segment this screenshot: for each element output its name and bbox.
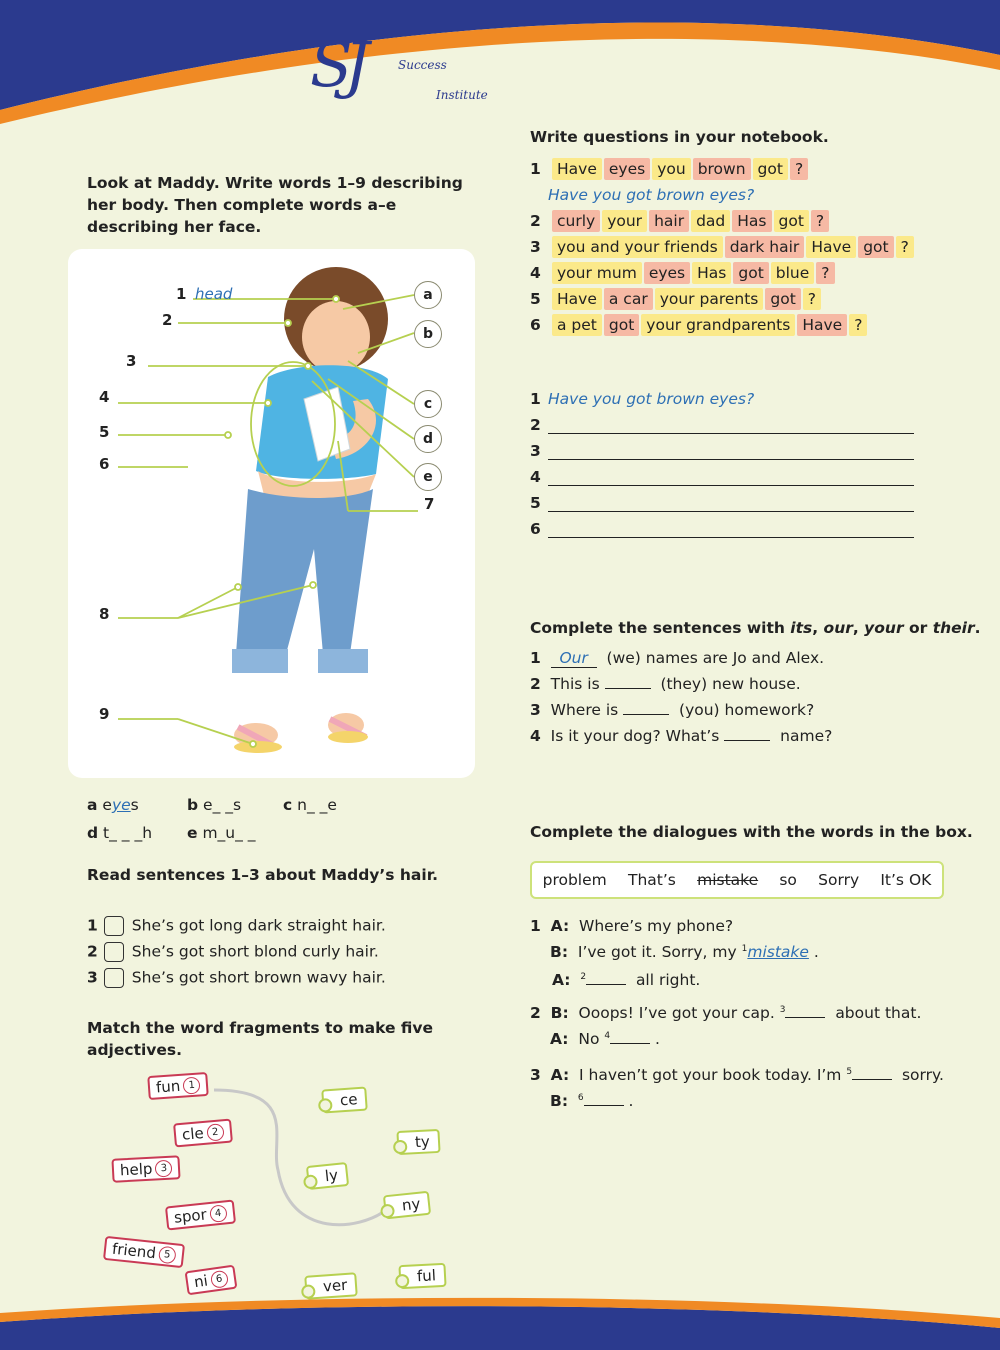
- answer-input[interactable]: [548, 523, 914, 538]
- question-row-5: 5 Have a car your parents got ?: [530, 286, 916, 312]
- dialogue-blank[interactable]: [584, 1105, 624, 1106]
- label-c: c: [414, 390, 442, 418]
- fragment-friend[interactable]: friend 5: [103, 1236, 185, 1268]
- label-3: 3: [126, 352, 137, 370]
- question-row-6: 6 a pet got your grandparents Have ?: [530, 312, 916, 338]
- answer-line-4: 4: [530, 460, 914, 486]
- face-word-e: e m_u_ _: [187, 824, 256, 842]
- dialogue-blank[interactable]: [785, 1017, 825, 1018]
- fragment-fun[interactable]: fun 1: [147, 1072, 209, 1100]
- hair-item: 2 She’s got short blond curly hair.: [87, 942, 379, 961]
- dialogue-blank[interactable]: [610, 1043, 650, 1044]
- fragment-ly[interactable]: ly: [306, 1162, 349, 1190]
- answer-lines: [530, 382, 914, 538]
- fragment-spor[interactable]: spor 4: [165, 1199, 236, 1230]
- answer-line-2: 2: [530, 408, 914, 434]
- questions-instruction: Write questions in your notebook.: [530, 128, 829, 146]
- fragment-ny[interactable]: ny: [383, 1191, 432, 1220]
- face-word-c: c n_ _e: [283, 796, 337, 814]
- possessive-list: [530, 649, 832, 753]
- word-so: so: [779, 871, 797, 889]
- body-instruction: Look at Maddy. Write words 1–9 describing her body. Then complete words a–e describing her face.: [87, 174, 463, 236]
- label-4: 4: [99, 388, 110, 406]
- label-8: 8: [99, 605, 110, 623]
- answer-input[interactable]: [548, 445, 914, 460]
- question-row-3: 3 you and your friends dark hair Have got ?: [530, 234, 916, 260]
- answer-line-3: 3: [530, 434, 914, 460]
- brand-line1: Success: [398, 58, 447, 72]
- word-mistake: mistake: [697, 871, 759, 889]
- fragment-ty[interactable]: ty: [396, 1129, 440, 1155]
- dialogue-blank[interactable]: [586, 984, 626, 985]
- fragment-ful[interactable]: ful: [398, 1263, 446, 1289]
- answer-input[interactable]: [548, 419, 914, 434]
- question-jumbles: [530, 156, 916, 338]
- label-9: 9: [99, 705, 110, 723]
- answer-line-6: 6: [530, 512, 914, 538]
- label-6: 6: [99, 455, 110, 473]
- hair-instruction: Read sentences 1–3 about Maddy’s hair.: [87, 866, 439, 884]
- possessive-item-1: 1 Our (we) names are Jo and Alex.: [530, 649, 825, 667]
- word-thats: That’s: [627, 871, 676, 889]
- word-box: [530, 861, 944, 899]
- fragment-ni[interactable]: ni 6: [185, 1265, 238, 1296]
- answer-line-5: 5: [530, 486, 914, 512]
- answer-input[interactable]: [548, 471, 914, 486]
- hair-item: 1 She’s got long dark straight hair.: [87, 916, 386, 935]
- label-a: a: [414, 281, 442, 309]
- label-b: b: [414, 320, 442, 348]
- dialogue-instruction: Complete the dialogues with the words in the box.: [530, 823, 973, 841]
- fragment-ce[interactable]: ce: [321, 1086, 368, 1113]
- dialogue-blank[interactable]: [852, 1079, 892, 1080]
- label-1-answer: head: [195, 285, 233, 303]
- possessive-item-3: 3 Where is (you) homework?: [530, 701, 815, 719]
- brand-line2: Institute: [436, 88, 488, 102]
- label-5: 5: [99, 423, 110, 441]
- dialogue-2: 2 B: Ooops! I’ve got your cap. $^3$ about that. A: No $^4$ .: [530, 1004, 922, 1048]
- word-problem: problem: [542, 871, 607, 889]
- answer-input[interactable]: [548, 497, 914, 512]
- label-e: e: [414, 463, 442, 491]
- possessive-blank[interactable]: [724, 740, 770, 741]
- label-1: 1: [176, 285, 187, 303]
- hair-item: 3 She’s got short brown wavy hair.: [87, 968, 386, 987]
- face-word-a: a eyes: [87, 796, 139, 814]
- possessive-blank[interactable]: [605, 688, 651, 689]
- fragment-help[interactable]: help 3: [111, 1155, 181, 1183]
- question-row-4: 4 your mum eyes Has got blue ?: [530, 260, 916, 286]
- word-its-ok: It’s OK: [880, 871, 932, 889]
- dialogue-3: 3 A: I haven’t got your book today. I’m $^5$ sorry. B: $^6$ .: [530, 1066, 944, 1110]
- dialogue-1: 1 A: Where’s my phone? B: I’ve got it. Sorry, my $^1$mistake . A: $^2$ all right.: [530, 917, 819, 989]
- match-instruction: Match the word fragments to make five adjectives.: [87, 1019, 434, 1059]
- question-1-answer: Have you got brown eyes?: [548, 186, 755, 204]
- label-d: d: [414, 425, 442, 453]
- fragment-cle[interactable]: cle 2: [173, 1119, 233, 1148]
- possessive-item-4: 4 Is it your dog? What’s name?: [530, 727, 833, 745]
- question-row-1: 1 Have eyes you brown got ?: [530, 156, 916, 182]
- possessive-instruction: Complete the sentences with its, our, your or their.: [530, 619, 981, 637]
- question-row-2: 2 curly your hair dad Has got ?: [530, 208, 916, 234]
- label-2: 2: [162, 311, 173, 329]
- word-sorry: Sorry: [818, 871, 860, 889]
- face-word-d: d t_ _ _h: [87, 824, 153, 842]
- face-word-b: b e_ _s: [187, 796, 242, 814]
- brand-monogram: SJ: [310, 28, 362, 101]
- fragment-ver[interactable]: ver: [304, 1272, 358, 1300]
- answer-line-1: 1 Have you got brown eyes?: [530, 390, 755, 408]
- possessive-blank[interactable]: [623, 714, 669, 715]
- possessive-item-2: 2 This is (they) new house.: [530, 675, 801, 693]
- label-7: 7: [424, 495, 435, 513]
